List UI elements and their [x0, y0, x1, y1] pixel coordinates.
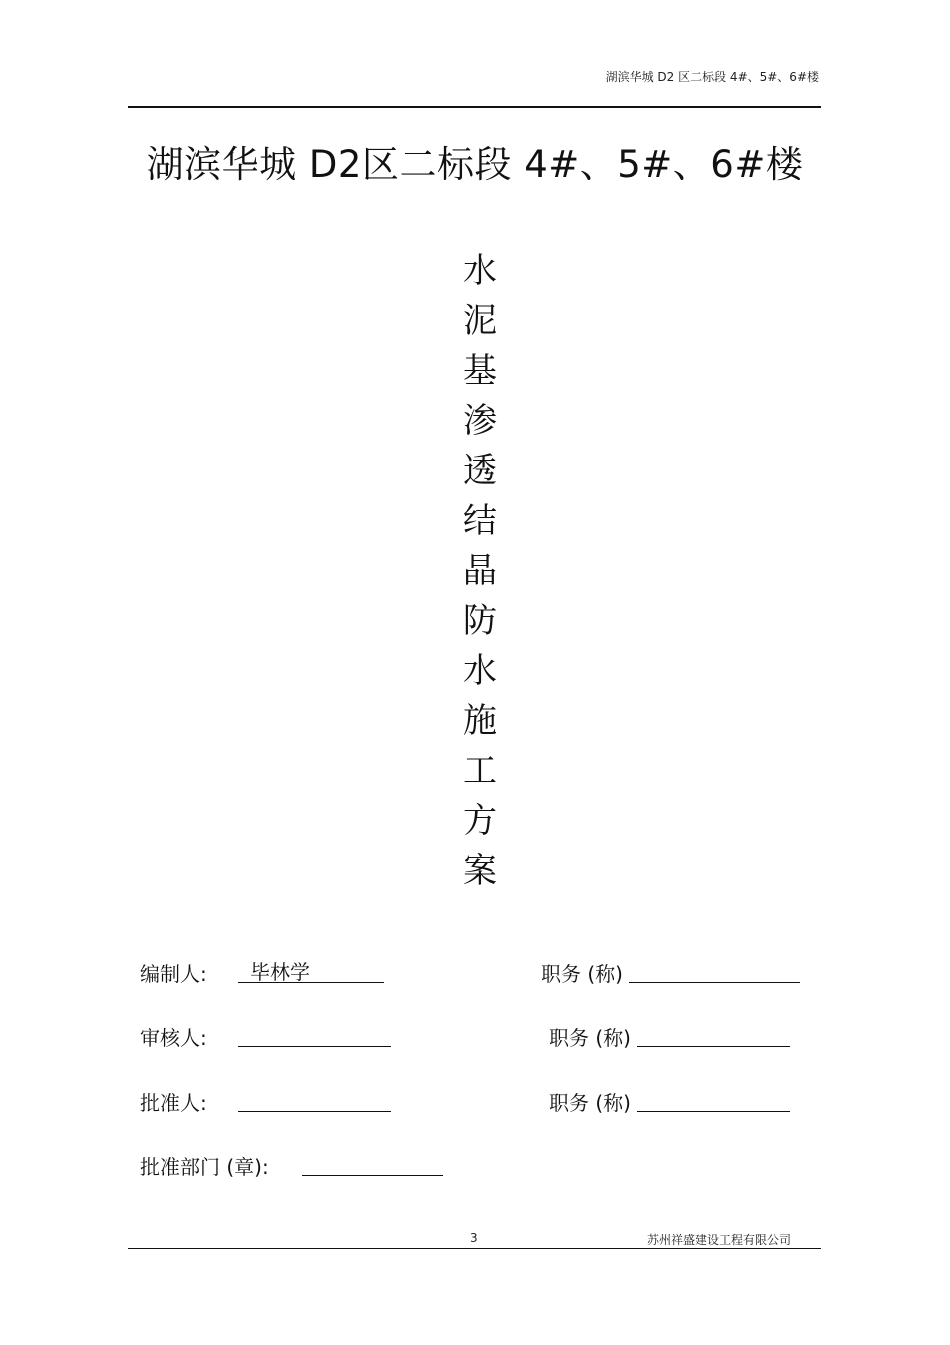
vertical-subtitle-char: 透	[463, 451, 497, 491]
vertical-subtitle-char: 案	[463, 851, 497, 891]
approval-dept-label: 批准部门 (章):	[140, 1155, 269, 1179]
vertical-subtitle-char: 方	[463, 801, 497, 841]
running-header: 湖滨华城 D2 区二标段 4#、5#、6#楼	[605, 70, 819, 84]
approver-position-line	[637, 1111, 790, 1112]
vertical-subtitle-char: 工	[463, 751, 497, 791]
approver-label: 批准人:	[140, 1091, 207, 1115]
vertical-subtitle-char: 晶	[463, 551, 497, 591]
reviewer-position-label: 职务 (称)	[549, 1026, 631, 1050]
vertical-subtitle-char: 防	[463, 601, 497, 641]
header-rule	[128, 106, 821, 108]
footer-company: 苏州祥盛建设工程有限公司	[647, 1233, 792, 1247]
footer-rule	[128, 1248, 821, 1249]
compiler-row	[140, 958, 820, 988]
vertical-subtitle-char: 施	[463, 701, 497, 741]
vertical-subtitle-char: 水	[463, 651, 497, 691]
compiler-position-label: 职务 (称)	[541, 962, 623, 986]
approval-dept-row	[140, 1151, 820, 1181]
reviewer-label: 审核人:	[140, 1026, 207, 1050]
compiler-label: 编制人:	[140, 962, 207, 986]
reviewer-position-line	[637, 1046, 790, 1047]
compiler-name: 毕林学	[250, 960, 310, 984]
approver-row	[140, 1087, 820, 1117]
document-title: 湖滨华城 D2区二标段 4#、5#、6#楼	[146, 143, 804, 186]
approval-dept-line	[302, 1175, 443, 1176]
reviewer-signature-line	[238, 1046, 391, 1047]
vertical-subtitle	[455, 246, 505, 896]
vertical-subtitle-char: 渗	[463, 401, 497, 441]
vertical-subtitle-char: 基	[463, 351, 497, 391]
page-number: 3	[470, 1231, 478, 1245]
approver-position-label: 职务 (称)	[549, 1091, 631, 1115]
vertical-subtitle-char: 结	[463, 501, 497, 541]
reviewer-row	[140, 1022, 820, 1052]
approver-signature-line	[238, 1111, 391, 1112]
vertical-subtitle-char: 泥	[463, 301, 497, 341]
compiler-position-line	[629, 982, 800, 983]
compiler-signature-line	[238, 982, 384, 983]
vertical-subtitle-char: 水	[463, 251, 497, 291]
